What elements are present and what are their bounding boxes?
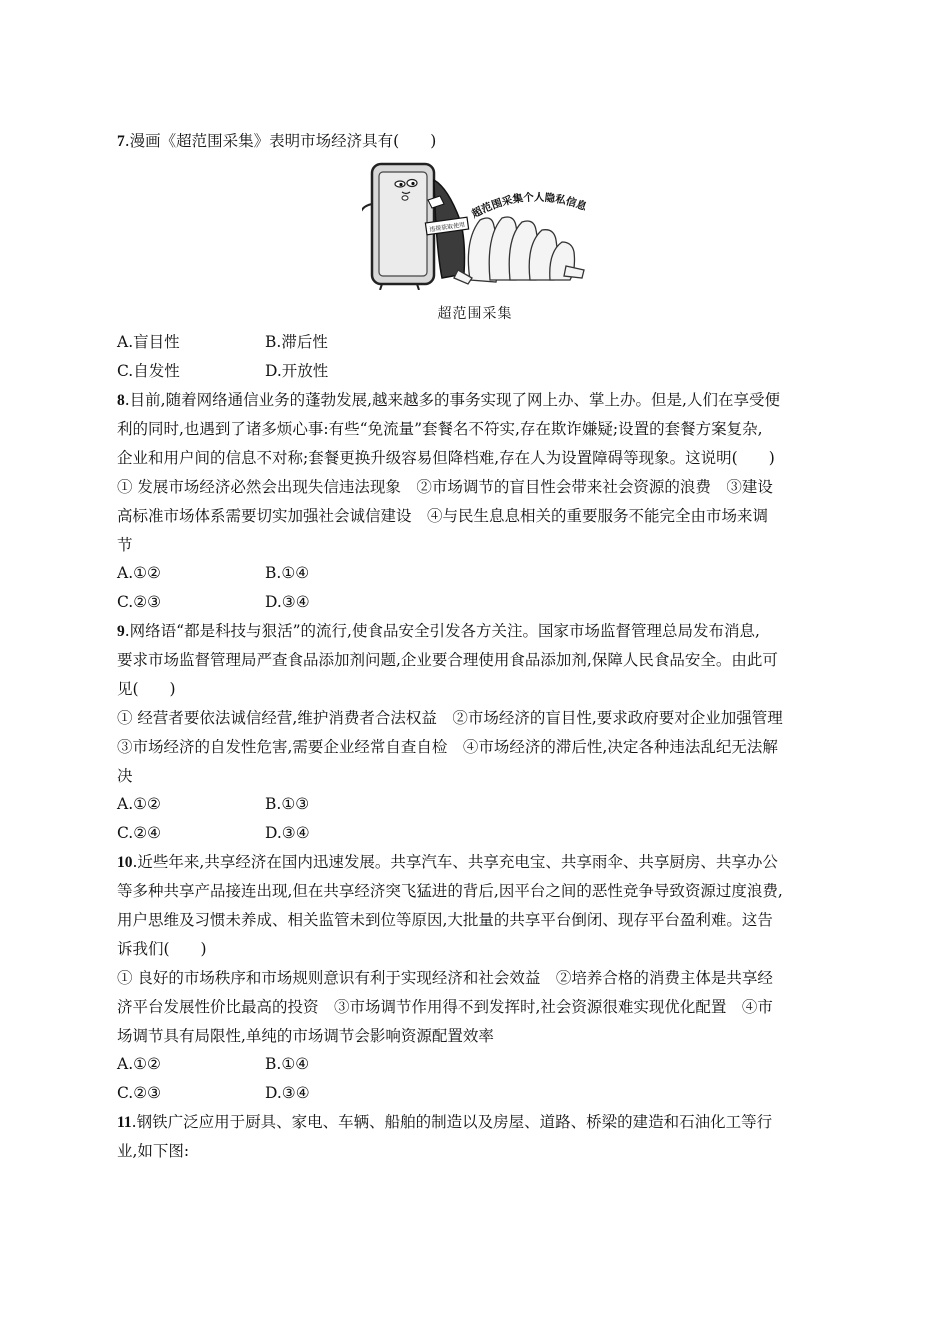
q9-option-a[interactable]: A.①② — [117, 795, 161, 813]
q7-stem: 7.漫画《超范围采集》表明市场经济具有( ) — [117, 132, 437, 150]
q10-option-d[interactable]: D.③④ — [265, 1084, 310, 1102]
q11-stem-line-1: 11.钢铁广泛应用于厨具、家电、车辆、船舶的制造以及房屋、道路、桥梁的建造和石油化工等行 — [117, 1113, 773, 1131]
q8-statements-line-2: 高标准市场体系需要切实加强社会诚信建设 ④与民生息息相关的重要服务不能完全由市场来调 — [117, 507, 769, 525]
q8-stem-line-2: 利的同时,也遇到了诸多烦心事:有些“免流量”套餐名不符实,存在欺诈嫌疑;设置的套餐方案复杂, — [117, 420, 763, 438]
q10-option-a[interactable]: A.①② — [117, 1055, 161, 1073]
q9-statements-line-1: ① 经营者要依法诚信经营,维护消费者合法权益 ②市场经济的盲目性,要求政府要对企业加强管理 — [117, 709, 783, 727]
q7-option-a[interactable]: A.盲目性 — [117, 333, 180, 351]
banner-label: 超范围采集个人隐私信息 — [469, 191, 589, 221]
phone-character — [362, 164, 434, 290]
q8-stem-line-3: 企业和用户间的信息不对称;套餐更换升级容易但降档难,存在人为设置障碍等现象。这说明( ) — [117, 449, 775, 467]
q10-statements-line-2: 济平台发展性价比最高的投资 ③市场调节作用得不到发挥时,社会资源很难实现优化配置 ④市 — [117, 998, 773, 1016]
q10-stem-line-1: 10.近些年来,共享经济在国内迅速发展。共享汽车、共享充电宝、共享雨伞、共享厨房、共享办公 — [117, 853, 778, 871]
q9-option-b[interactable]: B.①③ — [265, 795, 310, 813]
scroll-pile — [454, 217, 584, 284]
q11-stem-line-2: 业,如下图: — [117, 1142, 190, 1160]
q9-stem-line-1: 9.网络语“都是科技与狠活”的流行,使食品安全引发各方关注。国家市场监督管理总局发布消息, — [117, 622, 760, 640]
q10-statements-line-1: ① 良好的市场秩序和市场规则意识有利于实现经济和社会效益 ②培养合格的消费主体是共享经 — [117, 969, 773, 987]
q8-option-a[interactable]: A.①② — [117, 564, 161, 582]
q10-option-c[interactable]: C.②③ — [117, 1084, 162, 1102]
q7-option-b[interactable]: B.滞后性 — [265, 333, 328, 351]
q9-option-d[interactable]: D.③④ — [265, 824, 310, 842]
card-label: 违规获取使用 — [428, 221, 466, 234]
q7-option-d[interactable]: D.开放性 — [265, 362, 329, 380]
q10-stem-line-4: 诉我们( ) — [117, 940, 207, 958]
q9-statements-line-2: ③市场经济的自发性危害,需要企业经常自查自检 ④市场经济的滞后性,决定各种违法乱纪无法解 — [117, 738, 778, 756]
q8-option-d[interactable]: D.③④ — [265, 593, 310, 611]
q10-statements-line-3: 场调节具有局限性,单纯的市场调节会影响资源配置效率 — [117, 1027, 494, 1045]
q9-statements-line-3: 决 — [117, 767, 133, 785]
q8-statements-line-3: 节 — [117, 536, 133, 554]
q9-stem-line-3: 见( ) — [117, 680, 176, 698]
q8-option-c[interactable]: C.②③ — [117, 593, 162, 611]
q10-option-b[interactable]: B.①④ — [265, 1055, 310, 1073]
q8-statements-line-1: ① 发展市场经济必然会出现失信违法现象 ②市场调节的盲目性会带来社会资源的浪费 ③建设 — [117, 478, 773, 496]
q9-option-c[interactable]: C.②④ — [117, 824, 162, 842]
q8-option-b[interactable]: B.①④ — [265, 564, 310, 582]
comic-illustration — [362, 160, 592, 290]
q8-stem-line-1: 8.目前,随着网络通信业务的蓬勃发展,越来越多的事务实现了网上办、掌上办。但是,人们在享受便 — [117, 391, 780, 409]
q9-stem-line-2: 要求市场监督管理局严查食品添加剂问题,企业要合理使用食品添加剂,保障人民食品安全。由此可 — [117, 651, 778, 669]
q10-stem-line-2: 等多种共享产品接连出现,但在共享经济突飞猛进的背后,因平台之间的恶性竞争导致资源过度浪费, — [117, 882, 783, 900]
comic-caption: 超范围采集 — [437, 306, 513, 322]
q7-option-c[interactable]: C.自发性 — [117, 362, 180, 380]
q10-stem-line-3: 用户思维及习惯未养成、相关监管未到位等原因,大批量的共享平台倒闭、现存平台盈利难。这告 — [117, 911, 773, 929]
